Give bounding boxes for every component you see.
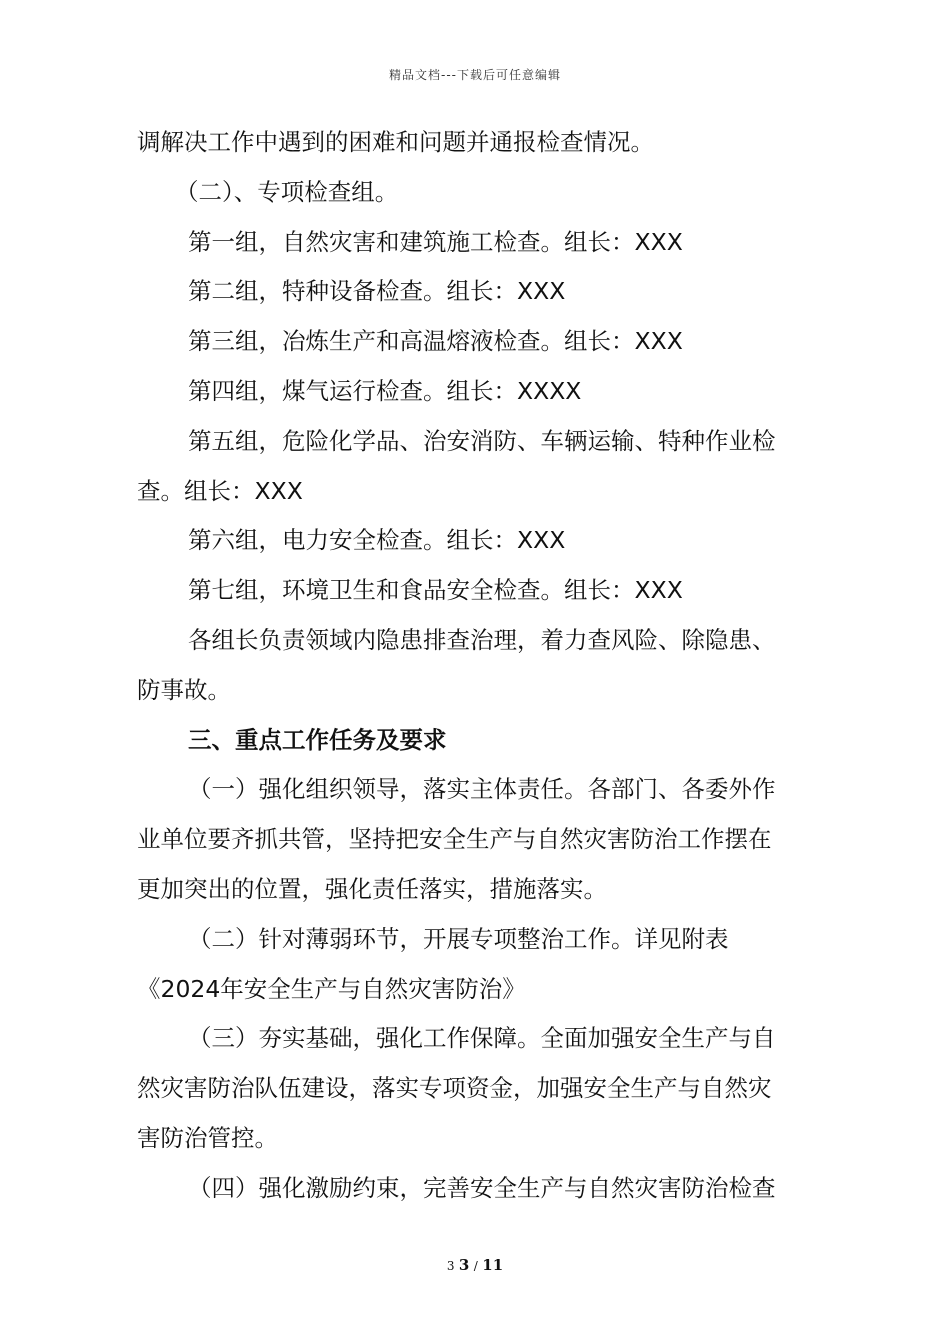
paragraph-line: 第二组，特种设备检查。组长：XXX (188, 277, 566, 306)
page-header: 精品文档---下载后可任意编辑 (389, 68, 561, 82)
paragraph-line: 第三组，冶炼生产和高温熔液检查。组长：XXX (188, 327, 683, 356)
paragraph-line: 各组长负责领域内隐患排查治理，着力查风险、除隐患、 (188, 625, 776, 654)
paragraph-line: 业单位要齐抓共管，坚持把安全生产与自然灾害防治工作摆在 (137, 825, 772, 854)
paragraph-line: 更加突出的位置，强化责任落实，措施落实。 (137, 874, 607, 903)
document-body (137, 118, 827, 1214)
paragraph-line: 害防治管控。 (137, 1123, 278, 1152)
paragraph-line: 查。组长：XXX (137, 476, 303, 505)
paragraph-line: （二）、专项检查组。 (175, 177, 399, 206)
paragraph-line: （三）夯实基础，强化工作保障。全面加强安全生产与自 (188, 1024, 776, 1053)
page-number (0, 1256, 950, 1274)
paragraph-line: （二）针对薄弱环节，开展专项整治工作。详见附表 (188, 924, 729, 953)
paragraph-line: 第五组，危险化学品、治安消防、车辆运输、特种作业检 (188, 426, 776, 455)
paragraph-line: 调解决工作中遇到的困难和问题并通报检查情况。 (137, 128, 654, 156)
paragraph-line: 防事故。 (137, 675, 231, 704)
section-heading: 三、重点工作任务及要求 (188, 725, 447, 754)
paragraph-line: 然灾害防治队伍建设，落实专项资金，加强安全生产与自然灾 (137, 1074, 772, 1103)
page-number-total: 11 (482, 1256, 504, 1274)
paragraph-line: （一）强化组织领导，落实主体责任。各部门、各委外作 (188, 775, 776, 804)
paragraph-line: 《2024年安全生产与自然灾害防治》 (137, 974, 526, 1003)
paragraph-line: 第四组，煤气运行检查。组长：XXXX (188, 376, 582, 405)
paragraph-line: 第一组，自然灾害和建筑施工检查。组长：XXX (188, 227, 683, 256)
paragraph-line: （四）强化激励约束，完善安全生产与自然灾害防治检查 (188, 1173, 776, 1202)
paragraph-line: 第七组，环境卫生和食品安全检查。组长：XXX (188, 576, 683, 605)
paragraph-line: 第六组，电力安全检查。组长：XXX (188, 526, 566, 555)
page-number-prefix: 3 (446, 1259, 455, 1273)
page-number-separator: / (473, 1259, 478, 1273)
page-number-current: 3 (458, 1256, 470, 1274)
